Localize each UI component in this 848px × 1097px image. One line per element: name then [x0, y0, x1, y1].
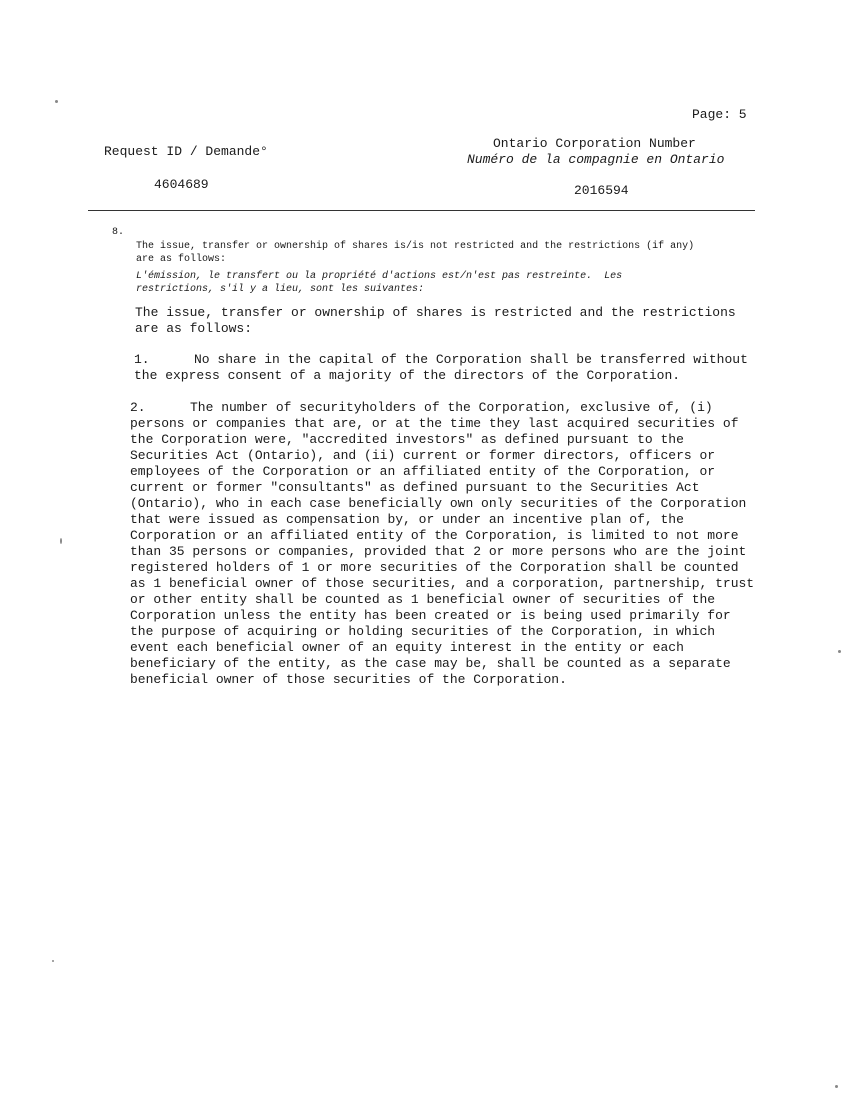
answer-line: the purpose of acquiring or holding securities of the Corporation, in which — [130, 624, 716, 639]
question-line: The issue, transfer or ownership of shares is/is not restricted and the restrictions (if any) — [136, 241, 695, 252]
answer-line: the Corporation were, "accredited investors" as defined pursuant to the — [130, 432, 684, 447]
answer-line: or other entity shall be counted as 1 beneficial owner of securities of the — [130, 592, 716, 607]
answer-line — [130, 400, 770, 416]
answer-line: persons or companies that are, or at the time they last acquired securities of — [130, 416, 739, 431]
restriction-item-2 — [130, 400, 770, 688]
answer-line: that were issued as compensation by, or under an incentive plan of, the — [130, 512, 684, 527]
answer-intro — [135, 305, 775, 337]
item-number: 1. — [134, 352, 150, 367]
answer-line: than 35 persons or companies, provided that 2 or more persons who are the joint — [130, 544, 747, 559]
answer-line: beneficial owner of those securities of the Corporation. — [130, 672, 567, 687]
request-id-label: Request ID / Demande° — [104, 144, 268, 159]
item-text: No share in the capital of the Corporation shall be transferred without — [194, 352, 748, 367]
scan-speck — [60, 538, 62, 544]
answer-line: Securities Act (Ontario), and (ii) current or former directors, officers or — [130, 448, 716, 463]
answer-line: beneficiary of the entity, as the case may be, shall be counted as a separate — [130, 656, 731, 671]
question-text-french — [136, 257, 622, 296]
answer-line: The issue, transfer or ownership of shares is restricted and the restrictions — [135, 305, 736, 320]
question-line: L'émission, le transfert ou la propriété d'actions est/n'est pas restreinte. Les — [136, 271, 623, 282]
question-number: 8. — [112, 227, 125, 238]
scan-speck — [838, 650, 841, 653]
corporation-number-value: 2016594 — [574, 183, 629, 198]
question-line: are as follows: — [136, 254, 227, 265]
scan-speck — [52, 960, 54, 962]
answer-line: (Ontario), who in each case beneficially own only securities of the Corporation — [130, 496, 747, 511]
answer-line: as 1 beneficial owner of those securities, and a corporation, partnership, trust — [130, 576, 755, 591]
answer-line: Corporation unless the entity has been created or is being used primarily for — [130, 608, 731, 623]
page-number: Page: 5 — [692, 107, 747, 122]
answer-line: Corporation or an affiliated entity of the Corporation, is limited to not more — [130, 528, 739, 543]
answer-line: are as follows: — [135, 321, 253, 336]
restriction-item-1 — [134, 352, 774, 384]
header-divider — [88, 210, 755, 211]
item-text: The number of securityholders of the Corporation, exclusive of, (i) — [190, 400, 713, 415]
answer-line: employees of the Corporation or an affiliated entity of the Corporation, or — [130, 464, 716, 479]
corporation-number-label-french: Numéro de la compagnie en Ontario — [467, 152, 725, 167]
answer-line — [134, 352, 774, 368]
answer-line: current or former "consultants" as defined pursuant to the Securities Act — [130, 480, 700, 495]
corporation-number-label: Ontario Corporation Number — [493, 136, 696, 151]
answer-line: event each beneficial owner of an equity interest in the entity or each — [130, 640, 684, 655]
answer-line: the express consent of a majority of the directors of the Corporation. — [134, 368, 681, 383]
scan-speck — [55, 100, 58, 103]
answer-line: registered holders of 1 or more securities of the Corporation shall be counted — [130, 560, 739, 575]
request-id-value: 4604689 — [154, 177, 209, 192]
question-line: restrictions, s'il y a lieu, sont les suivantes: — [136, 284, 425, 295]
item-number: 2. — [130, 400, 146, 415]
scan-speck — [835, 1085, 838, 1088]
